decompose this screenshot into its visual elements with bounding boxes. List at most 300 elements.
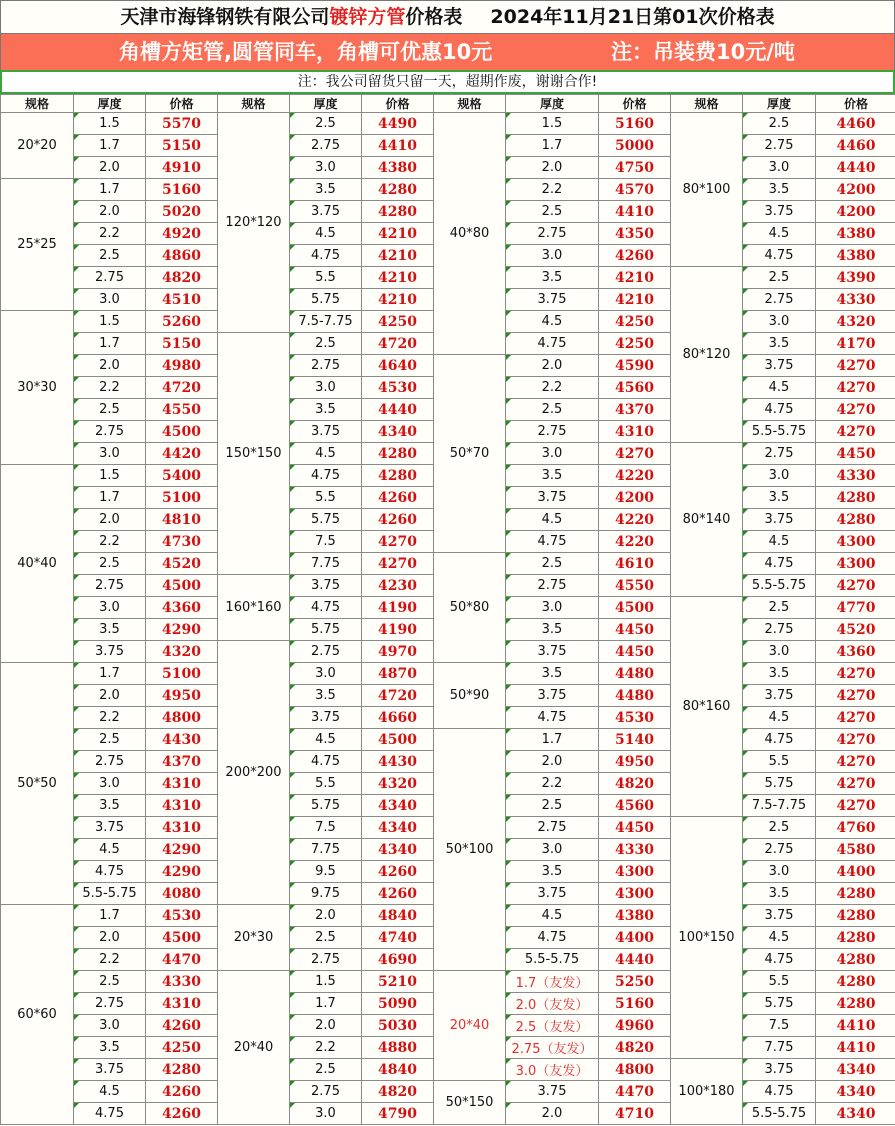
price-cell: 4860 (146, 245, 218, 267)
price-cell: 4200 (816, 201, 895, 223)
price-cell: 4340 (362, 421, 434, 443)
price-cell: 4270 (816, 575, 895, 597)
price-cell: 4480 (599, 685, 671, 707)
price-cell: 4200 (599, 487, 671, 509)
price-cell: 5400 (146, 465, 218, 487)
thickness-cell: 1.7（友发） (506, 971, 599, 993)
thickness-cell: 4.5 (290, 443, 362, 465)
price-cell: 4360 (146, 597, 218, 619)
thickness-cell: 1.7 (74, 905, 146, 927)
price-cell: 4190 (362, 619, 434, 641)
thickness-cell: 2.0 (74, 157, 146, 179)
thickness-cell: 3.0 (74, 289, 146, 311)
header-thickness: 厚度 (506, 95, 599, 113)
thickness-cell: 1.5 (506, 113, 599, 135)
thickness-cell: 3.75 (743, 685, 816, 707)
price-cell: 4320 (146, 641, 218, 663)
price-cell: 4270 (816, 685, 895, 707)
spec-cell: 120*120 (218, 113, 290, 333)
thickness-cell: 4.5 (506, 311, 599, 333)
company-name: 天津市海锋钢铁有限公司 (120, 6, 330, 28)
price-cell: 4270 (816, 707, 895, 729)
notice-bar (0, 70, 895, 94)
price-cell: 4260 (362, 509, 434, 531)
header-price: 价格 (146, 95, 218, 113)
price-cell: 4210 (599, 289, 671, 311)
price-cell: 4300 (816, 531, 895, 553)
price-cell: 4270 (362, 553, 434, 575)
thickness-cell: 2.2 (74, 949, 146, 971)
price-cell: 4800 (599, 1059, 671, 1081)
thickness-cell: 1.5 (290, 971, 362, 993)
price-cell: 4310 (146, 795, 218, 817)
spec-cell: 80*100 (671, 113, 743, 267)
thickness-cell: 2.75 (290, 355, 362, 377)
price-cell: 4880 (362, 1037, 434, 1059)
spec-cell: 40*80 (434, 113, 506, 355)
price-cell: 5150 (146, 333, 218, 355)
thickness-cell: 4.75 (743, 1081, 816, 1103)
price-cell: 4340 (816, 1081, 895, 1103)
thickness-cell: 5.75 (290, 509, 362, 531)
price-cell: 4230 (362, 575, 434, 597)
spec-cell: 50*100 (434, 729, 506, 971)
thickness-cell: 3.0 (74, 1015, 146, 1037)
price-cell: 4500 (146, 421, 218, 443)
thickness-cell: 3.0 (743, 641, 816, 663)
price-cell: 4250 (146, 1037, 218, 1059)
spec-cell: 150*150 (218, 333, 290, 575)
price-cell: 4280 (362, 465, 434, 487)
table-row (1, 553, 895, 575)
price-cell: 4760 (816, 817, 895, 839)
thickness-cell: 1.7 (74, 135, 146, 157)
thickness-cell: 2.5 (74, 553, 146, 575)
thickness-cell: 2.0 (74, 509, 146, 531)
price-cell: 4330 (816, 289, 895, 311)
thickness-cell: 2.2 (74, 531, 146, 553)
price-cell: 4530 (599, 707, 671, 729)
thickness-cell: 2.75（友发） (506, 1037, 599, 1059)
price-cell: 4170 (816, 333, 895, 355)
thickness-cell: 2.2 (74, 707, 146, 729)
thickness-cell: 3.5 (290, 179, 362, 201)
price-cell: 4420 (146, 443, 218, 465)
thickness-cell: 4.5 (290, 729, 362, 751)
price-cell: 4280 (816, 905, 895, 927)
thickness-cell: 3.75 (743, 201, 816, 223)
price-cell: 4970 (362, 641, 434, 663)
table-row (1, 729, 895, 751)
price-cell: 4360 (816, 641, 895, 663)
price-cell: 4270 (816, 663, 895, 685)
price-cell: 4350 (599, 223, 671, 245)
thickness-cell: 2.0 (506, 157, 599, 179)
price-cell: 4270 (816, 729, 895, 751)
promo-text: 角槽方矩管,圆管同车，角槽可优惠10元 (119, 40, 493, 64)
thickness-cell: 1.7 (506, 729, 599, 751)
price-cell: 4370 (599, 399, 671, 421)
price-cell: 4410 (816, 1037, 895, 1059)
spec-cell: 100*180 (671, 1059, 743, 1125)
price-cell: 4470 (599, 1081, 671, 1103)
thickness-cell: 3.0 (74, 597, 146, 619)
thickness-cell: 1.7 (290, 993, 362, 1015)
thickness-cell: 4.5 (506, 905, 599, 927)
thickness-cell: 7.5-7.75 (290, 311, 362, 333)
thickness-cell: 2.5 (74, 399, 146, 421)
thickness-cell: 3.0 (506, 245, 599, 267)
thickness-cell: 2.75 (506, 575, 599, 597)
price-cell: 4080 (146, 883, 218, 905)
spec-cell: 25*25 (1, 179, 74, 311)
price-cell: 4280 (816, 509, 895, 531)
thickness-cell: 3.0 (74, 773, 146, 795)
thickness-cell: 4.75 (290, 245, 362, 267)
price-cell: 4320 (362, 773, 434, 795)
thickness-cell: 3.75 (74, 1059, 146, 1081)
price-cell: 4960 (599, 1015, 671, 1037)
price-cell: 4310 (146, 773, 218, 795)
price-cell: 4500 (599, 597, 671, 619)
thickness-cell: 2.75 (506, 421, 599, 443)
thickness-cell: 3.0 (743, 157, 816, 179)
thickness-cell: 3.0 (506, 597, 599, 619)
price-cell: 4500 (146, 575, 218, 597)
thickness-cell: 5.5-5.75 (743, 575, 816, 597)
table-row (1, 355, 895, 377)
price-cell: 4910 (146, 157, 218, 179)
price-cell: 4820 (599, 1037, 671, 1059)
thickness-cell: 3.75 (506, 685, 599, 707)
price-cell: 4460 (816, 135, 895, 157)
thickness-cell: 2.75 (743, 443, 816, 465)
price-cell: 4340 (362, 839, 434, 861)
price-cell: 5150 (146, 135, 218, 157)
spec-cell: 100*150 (671, 817, 743, 1059)
thickness-cell: 2.2 (506, 377, 599, 399)
header-thickness: 厚度 (74, 95, 146, 113)
thickness-cell: 5.5 (743, 971, 816, 993)
thickness-cell: 3.5 (74, 1037, 146, 1059)
thickness-cell: 2.0 (506, 1103, 599, 1125)
thickness-cell: 2.5 (74, 729, 146, 751)
table-row (1, 663, 895, 685)
price-cell: 4520 (146, 553, 218, 575)
thickness-cell: 2.0 (506, 751, 599, 773)
spec-cell: 50*150 (434, 1081, 506, 1125)
thickness-cell: 3.75 (290, 201, 362, 223)
thickness-cell: 4.75 (743, 553, 816, 575)
price-cell: 4300 (599, 883, 671, 905)
price-cell: 4270 (816, 421, 895, 443)
price-cell: 4810 (146, 509, 218, 531)
thickness-cell: 1.7 (74, 487, 146, 509)
thickness-cell: 3.0 (290, 157, 362, 179)
price-cell: 4430 (146, 729, 218, 751)
thickness-cell: 7.5-7.75 (743, 795, 816, 817)
thickness-cell: 4.75 (290, 597, 362, 619)
price-cell: 4280 (362, 443, 434, 465)
price-cell: 4280 (362, 201, 434, 223)
price-cell: 4720 (362, 333, 434, 355)
header-spec: 规格 (1, 95, 74, 113)
thickness-cell: 2.75 (506, 223, 599, 245)
thickness-cell: 3.75 (743, 905, 816, 927)
thickness-cell: 2.75 (290, 641, 362, 663)
thickness-cell: 3.5 (506, 619, 599, 641)
thickness-cell: 3.75 (74, 641, 146, 663)
price-cell: 4220 (599, 465, 671, 487)
thickness-cell: 4.75 (506, 707, 599, 729)
thickness-cell: 7.5 (743, 1015, 816, 1037)
price-cell: 4370 (146, 751, 218, 773)
thickness-cell: 4.5 (74, 1081, 146, 1103)
price-cell: 4440 (599, 949, 671, 971)
thickness-cell: 2.0 (74, 355, 146, 377)
price-cell: 4280 (816, 883, 895, 905)
price-cell: 4440 (362, 399, 434, 421)
thickness-cell: 3.0 (506, 839, 599, 861)
price-cell: 4570 (599, 179, 671, 201)
header-spec: 规格 (218, 95, 290, 113)
price-cell: 4410 (599, 201, 671, 223)
table-row (1, 1081, 895, 1103)
thickness-cell: 2.5（友发） (506, 1015, 599, 1037)
price-cell: 4820 (362, 1081, 434, 1103)
thickness-cell: 2.5 (506, 795, 599, 817)
price-cell: 4220 (599, 509, 671, 531)
price-cell: 4270 (816, 751, 895, 773)
price-cell: 4410 (362, 135, 434, 157)
header-price: 价格 (816, 95, 895, 113)
page-title (0, 0, 895, 34)
price-cell: 4380 (816, 223, 895, 245)
price-cell: 4460 (816, 113, 895, 135)
price-cell: 4330 (146, 971, 218, 993)
price-cell: 4980 (146, 355, 218, 377)
thickness-cell: 1.5 (74, 465, 146, 487)
thickness-cell: 4.75 (74, 1103, 146, 1125)
thickness-cell: 2.5 (743, 267, 816, 289)
price-cell: 4380 (816, 245, 895, 267)
spec-cell: 80*160 (671, 597, 743, 817)
price-cell: 4660 (362, 707, 434, 729)
price-cell: 4710 (599, 1103, 671, 1125)
price-cell: 4310 (146, 993, 218, 1015)
header-price: 价格 (599, 95, 671, 113)
price-cell: 4290 (146, 861, 218, 883)
thickness-cell: 9.75 (290, 883, 362, 905)
thickness-cell: 5.5-5.75 (506, 949, 599, 971)
price-cell: 4340 (816, 1103, 895, 1125)
thickness-cell: 2.0 (74, 927, 146, 949)
thickness-cell: 2.75 (743, 289, 816, 311)
thickness-cell: 4.75 (74, 861, 146, 883)
price-cell: 4740 (362, 927, 434, 949)
price-cell: 4340 (362, 817, 434, 839)
thickness-cell: 3.0（友发） (506, 1059, 599, 1081)
price-cell: 4720 (362, 685, 434, 707)
thickness-cell: 2.75 (74, 751, 146, 773)
price-cell: 4280 (362, 179, 434, 201)
header-price: 价格 (362, 95, 434, 113)
price-cell: 4190 (362, 597, 434, 619)
thickness-cell: 2.5 (74, 245, 146, 267)
lifting-fee-note: 注：吊装费10元/吨 (611, 40, 795, 64)
price-cell: 4280 (816, 487, 895, 509)
price-cell: 4560 (599, 795, 671, 817)
spec-cell: 200*200 (218, 641, 290, 905)
thickness-cell: 3.0 (290, 663, 362, 685)
price-cell: 4260 (362, 883, 434, 905)
thickness-cell: 2.5 (506, 553, 599, 575)
product-name: 镀锌方管 (329, 6, 406, 28)
thickness-cell: 2.75 (743, 619, 816, 641)
price-cell: 4440 (816, 157, 895, 179)
thickness-cell: 3.5 (74, 619, 146, 641)
price-cell: 5210 (362, 971, 434, 993)
price-cell: 5160 (599, 993, 671, 1015)
thickness-cell: 3.5 (506, 663, 599, 685)
price-cell: 4340 (362, 795, 434, 817)
price-cell: 4380 (599, 905, 671, 927)
header-spec: 规格 (434, 95, 506, 113)
thickness-cell: 3.0 (743, 861, 816, 883)
spec-cell: 80*140 (671, 443, 743, 597)
price-cell: 4550 (599, 575, 671, 597)
thickness-cell: 4.5 (743, 707, 816, 729)
price-date: 2024年11月21日第01次价格表 (490, 6, 775, 28)
thickness-cell: 3.75 (743, 355, 816, 377)
price-cell: 4290 (146, 839, 218, 861)
price-cell: 5160 (599, 113, 671, 135)
price-cell: 4210 (362, 289, 434, 311)
thickness-cell: 2.5 (290, 333, 362, 355)
thickness-cell: 2.5 (506, 399, 599, 421)
price-cell: 4270 (816, 399, 895, 421)
price-cell: 4450 (599, 619, 671, 641)
spec-cell: 30*30 (1, 311, 74, 465)
price-cell: 4270 (816, 355, 895, 377)
thickness-cell: 7.5 (290, 531, 362, 553)
price-cell: 4400 (599, 927, 671, 949)
price-cell: 4300 (816, 553, 895, 575)
header-spec: 规格 (671, 95, 743, 113)
price-cell: 4480 (599, 663, 671, 685)
thickness-cell: 2.5 (290, 927, 362, 949)
price-cell: 4290 (146, 619, 218, 641)
price-cell: 4310 (599, 421, 671, 443)
thickness-cell: 4.75 (506, 927, 599, 949)
price-cell: 4530 (146, 905, 218, 927)
price-cell: 4510 (146, 289, 218, 311)
thickness-cell: 3.5 (743, 333, 816, 355)
price-cell: 4250 (599, 333, 671, 355)
notice-text: 注：我公司留货只留一天，超期作废，谢谢合作! (297, 74, 598, 90)
spec-cell: 50*70 (434, 355, 506, 553)
thickness-cell: 2.5 (506, 201, 599, 223)
price-cell: 4590 (599, 355, 671, 377)
thickness-cell: 2.2 (506, 773, 599, 795)
thickness-cell: 2.75 (290, 949, 362, 971)
price-cell: 5020 (146, 201, 218, 223)
thickness-cell: 3.75 (743, 509, 816, 531)
thickness-cell: 2.75 (74, 267, 146, 289)
price-cell: 5000 (599, 135, 671, 157)
price-cell: 4250 (362, 311, 434, 333)
price-cell: 4500 (146, 927, 218, 949)
thickness-cell: 4.75 (743, 949, 816, 971)
thickness-cell: 4.5 (74, 839, 146, 861)
spec-cell: 50*90 (434, 663, 506, 729)
price-cell: 4210 (362, 267, 434, 289)
thickness-cell: 3.5 (290, 399, 362, 421)
thickness-cell: 3.75 (290, 575, 362, 597)
price-cell: 4310 (146, 817, 218, 839)
thickness-cell: 2.75 (74, 993, 146, 1015)
thickness-cell: 3.0 (290, 1103, 362, 1125)
price-cell: 4610 (599, 553, 671, 575)
spec-cell: 80*120 (671, 267, 743, 443)
thickness-cell: 4.75 (290, 465, 362, 487)
thickness-cell: 2.75 (743, 839, 816, 861)
thickness-cell: 4.75 (743, 729, 816, 751)
price-cell: 4400 (816, 861, 895, 883)
thickness-cell: 4.75 (743, 245, 816, 267)
spec-cell: 20*30 (218, 905, 290, 971)
thickness-cell: 3.0 (74, 443, 146, 465)
thickness-cell: 3.75 (506, 883, 599, 905)
thickness-cell: 3.0 (290, 377, 362, 399)
price-cell: 4280 (816, 993, 895, 1015)
price-cell: 4330 (599, 839, 671, 861)
price-cell: 4950 (146, 685, 218, 707)
thickness-cell: 4.75 (506, 333, 599, 355)
price-cell: 4820 (599, 773, 671, 795)
price-cell: 5140 (599, 729, 671, 751)
thickness-cell: 5.5 (290, 487, 362, 509)
price-cell: 4270 (816, 795, 895, 817)
thickness-cell: 1.7 (506, 135, 599, 157)
spec-cell: 20*40 (434, 971, 506, 1081)
promo-banner (0, 34, 895, 70)
price-cell: 4470 (146, 949, 218, 971)
table-row (1, 113, 895, 135)
thickness-cell: 3.75 (506, 1081, 599, 1103)
price-cell: 5570 (146, 113, 218, 135)
thickness-cell: 3.5 (506, 267, 599, 289)
spec-cell: 20*20 (1, 113, 74, 179)
thickness-cell: 2.2 (506, 179, 599, 201)
thickness-cell: 5.5-5.75 (74, 883, 146, 905)
price-cell: 4260 (599, 245, 671, 267)
thickness-cell: 3.5 (290, 685, 362, 707)
price-cell: 4450 (599, 817, 671, 839)
price-cell: 4550 (146, 399, 218, 421)
header-thickness: 厚度 (290, 95, 362, 113)
price-cell: 4320 (816, 311, 895, 333)
thickness-cell: 2.5 (290, 1059, 362, 1081)
table-header-row (1, 95, 895, 113)
thickness-cell: 5.75 (290, 795, 362, 817)
thickness-cell: 1.7 (74, 663, 146, 685)
price-cell: 4280 (816, 971, 895, 993)
thickness-cell: 3.75 (290, 421, 362, 443)
spec-cell: 50*50 (1, 663, 74, 905)
thickness-cell: 3.5 (743, 179, 816, 201)
spec-cell: 60*60 (1, 905, 74, 1125)
